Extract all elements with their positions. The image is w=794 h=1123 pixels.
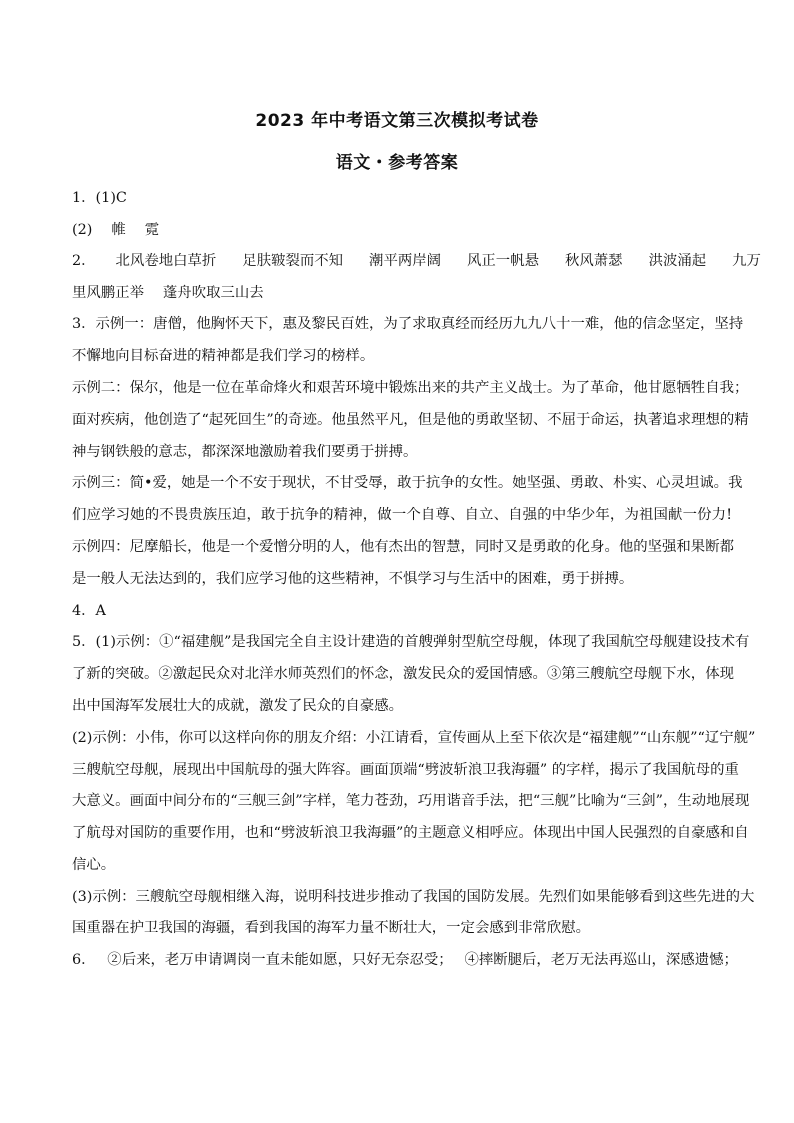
q5-line: (3)示例：三艘航空母舰相继入海，说明科技进步推动了我国的国防发展。先烈们如果能够看到这些先进的大 (72, 889, 755, 905)
q2-item: 足肤皲裂而不知 (242, 253, 344, 269)
q5-line: 了新的突破。②激起民众对北洋水师英烈们的怀念，激发民众的爱国情感。③第三艘航空母舰下水，体现 (72, 666, 734, 682)
q2-line1 (72, 251, 761, 271)
q2-line2: 里风鹏正举 蓬舟吹取三山去 (72, 285, 264, 301)
q3-line: 3．示例一：唐僧，他胸怀天下，惠及黎民百姓，为了求取真经而经历九九八十一难，他的信念坚定，坚持 (72, 316, 744, 332)
q5-line: 出中国海军发展壮大的成就，激发了民众的自豪感。 (72, 698, 403, 714)
q4-answer: 4．A (72, 603, 106, 619)
answer-subtitle: 语文・参考答案 (335, 153, 459, 173)
q6-line: 6． ②后来，老万申请调岗一直未能如愿，只好无奈忍受； ④摔断腿后，老万无法再巡山，深感遗憾； (72, 952, 738, 968)
exam-title: 2023 年中考语文第三次模拟考试卷 (255, 111, 539, 131)
q2-item: 风正一帆悬 (467, 253, 539, 269)
q5-line: 信心。 (72, 857, 116, 873)
q1-part1: 1．(1)C (72, 190, 127, 206)
q3-line: 是一般人无法达到的，我们应学习他的这些精神，不惧学习与生活中的困难，勇于拼搏。 (72, 571, 634, 587)
q5-line: (2)示例：小伟，你可以这样向你的朋友介绍：小江请看，宣传画从上至下依次是“福建舰”“山东舰”“辽宁舰” (72, 730, 756, 746)
q2-number: 2． (72, 253, 96, 269)
q3-line: 不懈地向目标奋进的精神都是我们学习的榜样。 (72, 348, 375, 364)
q1-part2: (2) 帷 霓 (72, 222, 160, 238)
q5-line: 国重器在护卫我国的海疆，看到我国的海军力量不断壮大，一定会感到非常欣慰。 (72, 920, 591, 936)
q3-line: 示例四：尼摩船长，他是一个爱憎分明的人，他有杰出的智慧，同时又是勇敢的化身。他的坚强和果断都 (72, 539, 734, 555)
q3-line: 示例三：简•爱，她是一个不安于现状，不甘受辱，敢于抗争的女性。她坚强、勇敢、朴实、心灵坦诚。我 (72, 475, 743, 491)
q2-item: 洪波涌起 (648, 253, 707, 269)
q2-item: 秋风萧瑟 (564, 253, 623, 269)
q2-item: 北风卷地白草折 (115, 253, 217, 269)
q5-line: 三艘航空母舰，展现出中国航母的强大阵容。画面顶端“劈波斩浪卫我海疆” 的字样，揭示了我国航母的重 (72, 762, 739, 778)
q2-item: 九万 (732, 253, 761, 269)
q3-line: 面对疾病，他创造了“起死回生”的奇迹。他虽然平凡，但是他的勇敢坚韧、不屈于命运，执著追求理想的精 (72, 412, 749, 428)
q5-line: 了航母对国防的重要作用，也和“劈波斩浪卫我海疆”的主题意义相呼应。体现出中国人民强烈的自豪感和自 (72, 825, 749, 841)
q3-line: 示例二：保尔，他是一位在革命烽火和艰苦环境中锻炼出来的共产主义战士。为了革命，他甘愿牺牲自我； (72, 380, 749, 396)
q3-line: 神与钢铁般的意志，都深深地激励着我们要勇于拼搏。 (72, 444, 418, 460)
q3-line: 们应学习她的不畏贵族压迫，敢于抗争的精神，做一个自尊、自立、自强的中华少年，为祖国献一份力! (72, 507, 732, 523)
q5-line: 大意义。画面中间分布的“三舰三剑”字样，笔力苍劲，巧用谐音手法，把“三舰”比喻为“三剑”，生动地展现 (72, 793, 750, 809)
q2-item: 潮平两岸阔 (369, 253, 442, 269)
q5-line: 5．(1)示例：①“福建舰”是我国完全自主设计建造的首艘弹射型航空母舰，体现了我国航空母舰建设技术有 (72, 634, 750, 650)
